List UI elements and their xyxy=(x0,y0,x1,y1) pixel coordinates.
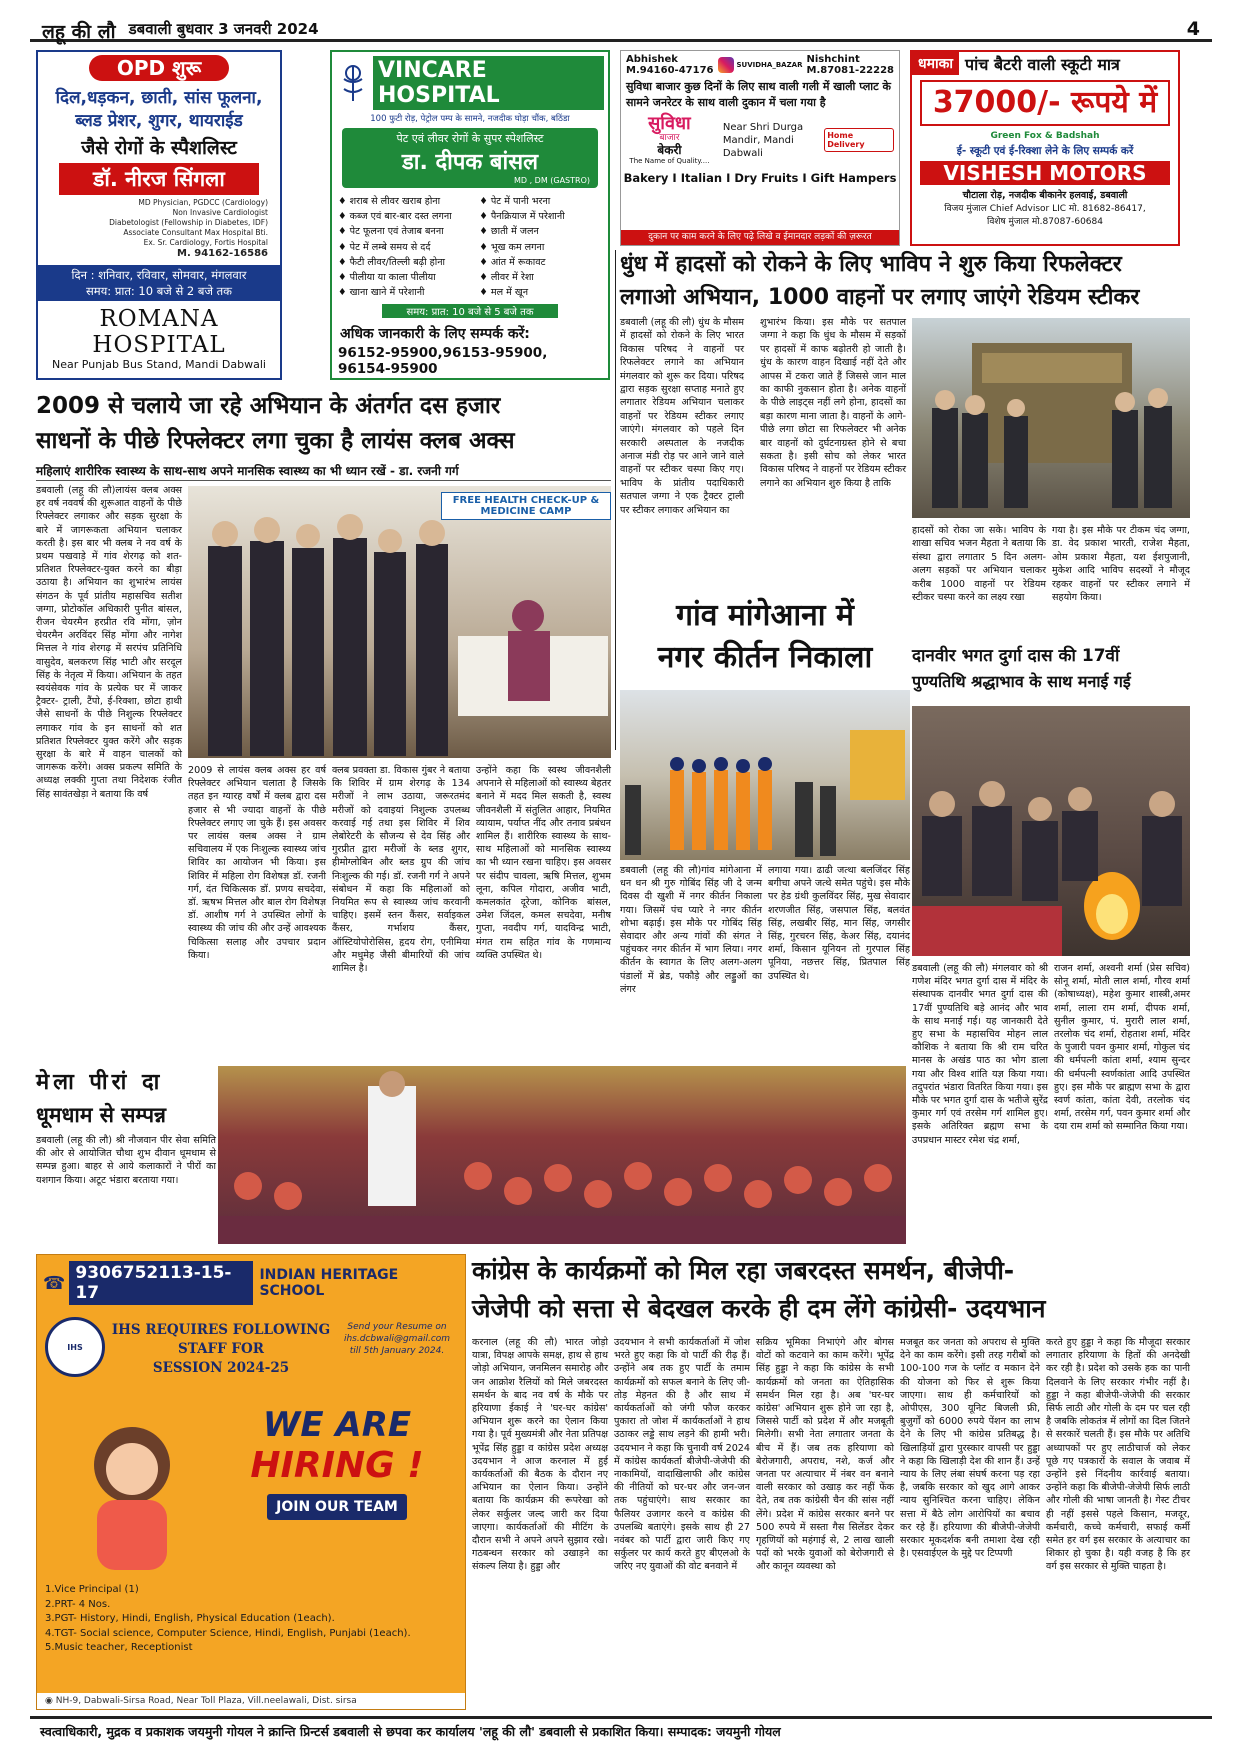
doctor-name: डॉ. नीरज सिंगला xyxy=(59,163,259,195)
product-categories: Bakery I Italian I Dry Fruits I Gift Hampers xyxy=(623,171,897,185)
masthead xyxy=(30,18,1212,42)
headline-kirtan-2: नगर कीर्तन निकाला xyxy=(657,640,873,675)
contact-1-name: Abhishek xyxy=(626,54,678,65)
headline-kirtan-1: गांव मांगेआना में xyxy=(676,598,854,633)
opd-time: समय: प्रात: 10 बजे से 2 बजे तक xyxy=(85,284,233,298)
camp-banner: FREE HEALTH CHECK-UP & MEDICINE CAMP xyxy=(441,492,611,520)
headline-mela-1: मेला पीरां दा xyxy=(36,1070,164,1095)
school-crest: IHS xyxy=(45,1317,105,1377)
photo-people-illustration xyxy=(912,318,1190,518)
symptom: ♦ भूख कम लगना xyxy=(479,241,545,253)
join-team-button: JOIN OUR TEAM xyxy=(267,1494,407,1520)
we-are-text: WE ARE xyxy=(262,1405,412,1445)
headline-lions-1: 2009 से चलाये जा रहे अभियान के अंतर्गत दस हजार xyxy=(36,393,501,419)
contact-1-phone: M.94160-47176 xyxy=(626,65,714,76)
post-item: 2.PRT- 4 Nos. xyxy=(45,1598,111,1610)
opd-badge: OPD शुरू xyxy=(89,55,229,81)
instagram-icon xyxy=(718,57,734,73)
symptom: ♦ पैनक्रियाज में परेशानी xyxy=(479,211,565,223)
vincare-doctor: डा. दीपक बांसल xyxy=(402,150,538,175)
headline-durgadas-1: दानवीर भगत दुर्गा दास की 17वीं xyxy=(912,646,1120,666)
qual-3: Diabetologist (Fellowship in Diabetes, IDF) xyxy=(109,218,268,227)
headline-congress-1: कांग्रेस के कार्यक्रमों को मिल रहा जबरदस्त समर्थन, बीजेपी- xyxy=(472,1256,1015,1285)
symptom: ♦ पेट फूलना एवं तेजाब बनना xyxy=(338,226,444,238)
symptom: ♦ लीवर में रेशा xyxy=(479,272,534,284)
hiring-text: HIRING ! xyxy=(250,1445,424,1486)
school-address: NH-9, Dabwali-Sirsa Road, Near Toll Plaza, Vill.neelawali, Dist. sirsa xyxy=(55,1696,357,1706)
symptom: ♦ पेट में पानी भरना xyxy=(479,196,551,207)
logo-bakery: बेकरी xyxy=(657,143,682,157)
hiring-illustration xyxy=(57,1395,207,1570)
headline-mela-2: धूमधाम से सम्पन्न xyxy=(36,1103,166,1127)
kirtan-col-1: डबवाली (लहू की लौ)गांव मांगेआना में धन धन श्री गुरु गोबिंद सिंह जी दे जन्म दिवस दी खुशी में नगर कीर्तन निकाला गया। जिसमें पंच प्यारे ने नगर कीर्तन शोभा बढ़ाई। इस मौके पर गोबिंद सिंह सेवादार और अन्य गांवों की संगत ने पहुंचकर नगर कीर्तन में भाग लिया। नगर कीर्तन के स्वागत के लिए अलग-अलग पंडालों में ब्रेड, पकौड़े और लड्डुओं का लंगर xyxy=(620,865,762,995)
reflector-col-1: डबवाली (लहू की लौ) धुंध के मौसम में हादसों को रोकने के लिए भारत विकास परिषद ने वाहनों पर रिफलेक्टर लगाने का अभियान मंगलवार को शुरू कर दिया। परिषद द्वारा सड़क सुरक्षा सप्ताह मनाते हुए लगातार रेडियम अभियान चलाकर वाहनों पर रेडियम स्टीकर लगाए जाएंगे। मंगलवार को पहले दिन सरकारी अस्पताल के नजदीक अनाज मंडी रोड़ पर आने जाने वाले वाहनों पर स्टीकर चस्पा किए गए। भाविप के प्रांतीय पदाधिकारी सतपाल जग्गा ने एक ट्रैक्टर ट्राली पर स्टीकर लगाकर अभियान का xyxy=(620,317,744,516)
location-icon: ◉ xyxy=(45,1696,53,1706)
symptom: ♦ शराब से लीवर खराब होना xyxy=(338,196,441,207)
symptom: ♦ फैटी लीवर/तिल्ली बढ़ी होना xyxy=(338,256,446,268)
symptom-list-right xyxy=(479,194,602,300)
imprint-footer xyxy=(30,1716,1212,1742)
ad-line-1: दिल,धड़कन, छाती, सांस फूलना, xyxy=(55,88,263,108)
vincare-address: 100 फुटी रोड़, पेट्रोल पम्प के सामने, नजदीक घोड़ा चौंक, बठिंडा xyxy=(370,114,570,124)
shop-address: चौटाला रोड़, नजदीक बीकानेर हलवाई, डबवाली xyxy=(962,190,1128,201)
home-delivery-badge: Home Delivery xyxy=(824,128,894,152)
symptom: ♦ आंत में रूकावट xyxy=(479,256,546,268)
vincare-name: VINCARE HOSPITAL xyxy=(373,56,604,110)
symptom: ♦ खाना खाने में परेशानी xyxy=(338,287,425,299)
vincare-spec: पेट एवं लीवर रोगों के सुपर स्पेशलिस्ट xyxy=(396,132,544,145)
ad-suvidha-bazar xyxy=(620,50,900,246)
headline-reflector-2: लगाओ अभियान, 1000 वाहनों पर लगाए जाएंगे रेडियम स्टीकर xyxy=(620,285,1140,310)
suvidha-logo xyxy=(626,115,713,165)
durgadas-col-1: डबवाली (लहू की लौ) मंगलवार को श्री गणेश मंदिर भगत दुर्गा दास में मंदिर के संस्थापक दानवीर भगत दुर्गा दास की 17वीं पुण्यतिथि बड़े आनंद और भाव के साथ मनाई गई। यह जानकारी देते हुए सभा के महासचिव मोहन लाल कौशिक ने बताया कि श्री राम चरित मानस के अखंड पाठ का भोग डाला गया और विश्व शांति यज्ञ किया गया। तदुपरांत भंडारा वितरित किया गया। इस मौके पर भगत दुर्गा दास के भतीजे सुरेंद्र कुमार गर्ग एवं तरसेम गर्ग शामिल हुए। इसके अतिरिक्त ब्रह्मण सभा के उपप्रधान मास्टर रमेश चंद्र शर्मा, xyxy=(912,963,1048,1146)
resume-deadline: till 5th January 2024. xyxy=(349,1346,445,1356)
qual-4: Associate Consultant Max Hospital Bti. xyxy=(123,228,268,237)
opd-days: दिन : शनिवार, रविवार, सोमवार, मंगलवार xyxy=(71,268,247,282)
photo-health-camp xyxy=(188,486,611,758)
contact-2-phone: M.87081-22228 xyxy=(806,65,894,76)
symptom: ♦ छाती में जलन xyxy=(479,226,539,238)
school-name: INDIAN HERITAGE SCHOOL xyxy=(259,1267,399,1299)
symptom: ♦ कब्ज एवं बार-बार दस्त लगना xyxy=(338,211,452,223)
photo-mela-crowd xyxy=(218,1066,906,1244)
qual-2: Non Invasive Cardiologist xyxy=(172,208,268,217)
mobile: M. 94162-16586 xyxy=(177,248,268,259)
requirement-line-3: SESSION 2024-25 xyxy=(152,1360,290,1376)
instagram-handle: SUVIDHA_BAZAR xyxy=(736,61,803,69)
ad-vishesh-motors xyxy=(910,50,1180,246)
symptom: ♦ पेट में लम्बे समय से दर्द xyxy=(338,241,431,253)
reflector-col-4: गया है। इस मौके पर टीकम चंद जग्गा, डा. वेद प्रकाश भारती, राजेश मैहता, ओम प्रकाश मैहता, यश ईशपुजानी, मुकेश आदि भाविप सदस्यों ने मौजूद रहकर वाहनों पर स्टीकर लगाने में सहयोग किया। xyxy=(1052,525,1190,604)
store-location: Near Shri Durga Mandir, Mandi Dabwali xyxy=(722,121,804,159)
imprint-text: स्वत्वाधिकारी, मुद्रक व प्रकाशक जयमुनी गोयल ने क्रान्ति प्रिन्टर्स डबवाली से छपवा कर कार्यालय 'लहू की लौ' डबवाली से प्रकाशित किया। सम्पादक: जयमुनी गोयल xyxy=(40,1724,781,1739)
caduceus-icon xyxy=(336,63,370,103)
page-number: 4 xyxy=(1186,18,1200,40)
photo-nagar-kirtan xyxy=(620,690,910,860)
congress-col-1: करनाल (लहू की लौ) भारत जोड़ो यात्रा, विपक्ष आपके समक्ष, हाथ से हाथ जोड़ो अभियान, जनमिलन समारोह और जन आक्रोश रैलियों को मिले जबरदस्त समर्थन के बाद नव वर्ष के मौके पर हरियाणा ईकाई ने 'घर-घर कांग्रेस' अभियान शुरू करने का ऐलान किया गया है। पूर्व मुख्यमंत्री और नेता प्रतिपक्ष भूपेंद्र सिंह हुड्डा व कांग्रेस प्रदेश अध्यक्ष उदयभान ने आज करनाल में हुई कार्यकर्ताओं की बैठक के दौरान नए अभियान का ऐलान किया। उन्होंने बताया कि कार्यक्रम की रूपरेखा को लेकर सर्कुलर जल्द जारी कर दिया जाएगा। कार्यकर्ताओं की मीटिंग के दौरान सभी ने अपने अपने सुझाव रखे। गठबन्धन सरकार को उखाड़ने का संकल्प लिया है। हुड्डा और xyxy=(472,1337,609,1573)
qual-1: MD Physician, PGDCC (Cardiology) xyxy=(138,198,268,207)
photo-havan xyxy=(912,706,1190,956)
photo-procession-illustration xyxy=(620,690,910,860)
mela-body: डबवाली (लहू की लौ) श्री नौजवान पीर सेवा समिति की ओर से आयोजित चौथा शुभ दीवान धूमधाम से सम्पन्न हुआ। बाहर से आये कलाकारों ने पीरों का यशगान किया। अटूट भंडारा बरताया गया। xyxy=(36,1135,216,1186)
contact-2-name: Nishchint xyxy=(806,54,860,65)
symptom: ♦ पीलीया या काला पीलीया xyxy=(338,272,436,284)
post-item: 4.TGT- Social science, Computer Science, Hindi, English, Punjabi (1each). xyxy=(45,1627,411,1639)
hiring-notice: दुकान पर काम करने के लिए पढ़े लिखे व ईमानदार लड़कों की ज़रूरत xyxy=(621,230,899,245)
kirtan-col-2: लगाया गया। ढाढी जत्था बलजिंदर सिंह बगीचा अपने जत्थे समेत पहुंचे। इस मौके पर हेड ग्रंथी कुलविंदर सिंह, मुख सेवादार शरणजीत सिंह, जसपाल सिंह, बलवंत सिंह, लखबीर सिंह, मान सिंह, जगसीर सिंह, गुरचरन सिंह, केअर सिंह, दयानंद शर्मा, किसान यूनियन तो गुरपाल सिंह पूनिया, नछत्तर सिंह, प्रितपाल सिंह उपस्थित थे। xyxy=(768,865,910,982)
lions-col-2: 2009 से लायंस क्लब अक्स हर वर्ष रिफ्लेक्टर अभियान चलाता है जिसके तहत इन ग्यारह वर्षों में क्लब द्वारा दस हजार से भी ज्यादा वाहनों के पीछे रिफ्लेक्टर लगाए जा चुके हैं। इस अवसर पर लायंस क्लब अक्स ने ग्राम सचिवालय में एक निःशुल्क स्वास्थ्य जांच शिविर का आयोजन भी किया। इस शिविर में महिला रोग विशेषज्ञ डॉ. रजनी गर्ग, दंत चिकित्सक डॉ. प्रणय सचदेवा, डॉ. ऋषभ मित्तल और बाल रोग विशेषज्ञ डॉ. आशीष गर्ग ने उपस्थित लोगों के स्वास्थ्य की जांच की और उन्हें आवश्यक चिकित्सा सलाह और उपचार प्रदान किया। xyxy=(188,765,326,961)
woman-illustration xyxy=(57,1395,207,1570)
hospital-name: ROMANA HOSPITAL xyxy=(92,306,226,358)
photo-reflector-campaign xyxy=(912,318,1190,518)
lions-col-4: उन्होंने कहा कि स्वस्थ जीवनशैली अपनाने से महिलाओं को स्वास्थ्य बेहतर बनाने में मदद मिल सकती है, स्वस्थ जीवनशैली में संतुलित आहार, नियमित व्यायाम, पर्याप्त नींद और तनाव प्रबंधन शामिल हैं। शारीरिक स्वास्थ्य के साथ-साथ महिलाओं को मानसिक स्वास्थ्य का भी ध्यान रखना चाहिए। इस अवसर पर संदीप चावला, ऋषि मित्तल, शुभम लूना, कपिल गोदारा, अजीव भाटी, कमलकांत दूरेजा, कोनिक बांसल, उमेश जिंदल, कमल सचदेवा, मनीष गुप्ता, नवदीप गर्ग, यादविन्द्र भाटी, मंगत राम सहित गांव के गणमान्य व्यक्ति उपस्थित थे। xyxy=(476,765,611,961)
dhamaka-tag: धमाका xyxy=(912,52,959,75)
school-phone: 9306752113-15-17 xyxy=(69,1261,253,1305)
symptom: ♦ मल में खून xyxy=(479,287,529,299)
resume-label: Send your Resume on xyxy=(347,1322,447,1332)
shop-name: VISHESH MOTORS xyxy=(920,161,1170,185)
vincare-contact-label: अधिक जानकारी के लिए सम्पर्क करें: xyxy=(340,326,530,343)
model-names: Green Fox & Badshah xyxy=(990,131,1100,141)
qual-5: Ex. Sr. Cardiology, Fortis Hospital xyxy=(143,238,268,247)
lions-col-1: डबवाली (लहू की लौ)लायंस क्लब अक्स हर वर्ष नववर्ष की शुरूआत वाहनों के पीछे रिफ्लेक्टर लगाकर और सड़क सुरक्षा के बारे में जागरूकता अभियान चलाकर करती है। इस बार भी क्लब ने नव वर्ष के प्रथम पखवाड़े में गांव शेरगढ़ को शत-प्रतिशत रिफ्लेक्टर-युक्त करने का बीड़ा उठाया है। अभियान का शुभारंभ लायंस संगठन के पूर्व प्रांतीय महासचिव सतीश जग्गा, प्रोटोकॉल अधिकारी पुनीत बांसल, रीजन चेयरमैन हरप्रीत रवि मोंगा, ज़ोन चेयरमैन अरविंदर सिंह मोंगा और नागेश मित्तल ने गांव शेरगढ़ में सरपंच प्रतिनिधि वासुदेव, बलकरण सिंह भाटी और सरदूल सिंह के नेतृत्व में किया। अभियान के तहत स्वयंसेवक गांव के प्रत्येक घर में जाकर ट्रैक्टर- ट्राली, टैंपो, ई-रिक्शा, छोटा हाथी जैसे साधनों के पीछे निशुल्क रिफ्लेक्टर लगाकर गांव के इन साधनों को शत प्रतिशत रिफ्लेक्टर युक्त करेंगे और सड़क सुरक्षा के बारे में वाहन चालकों को जागरूक करेंगे। अक्स प्रकल्प समिति के अध्यक्ष लक्की गुप्ता तथा निदेशक रंजीत सिंह सावंतखेड़ा ने बताया कि वर्ष xyxy=(36,485,182,800)
congress-col-2: उदयभान ने सभी कार्यकर्ताओं में जोश भरते हुए कहा कि वो पार्टी की रीढ़ हैं। उन्होंने अब तक हुए पार्टी के तमाम कार्यक्रमों को सफल बनाने के लिए जी-तोड़ मेहनत की है और साथ में कार्यकर्ताओं को जंगी फौज करकर पुकारा तो जोश में कार्यकर्ताओं ने हाथ उठाकर लड्डे साथ लड़ने की हामी भरी। उदयभान ने कहा कि चुनावी वर्ष 2024 में कांग्रेस कार्यकर्ता बीजेपी-जेजेपी की नाकामियों, वादाखिलाफी और कांग्रेस की नीतियों को घर-घर और जन-जन तक पहुंचाएंगे। साथ सरकार का फैलियर उजागर करने व कांग्रेस की उपलब्धि बताएंगे। इसके साथ ही 27 नवंबर को पार्टी द्वारा जारी किए गए सर्कुलर पर कार्य करते हुए बीएलओ के जरिए नए युवाओं की वोट बनवाने में xyxy=(614,1337,750,1573)
photo-crowd-illustration xyxy=(218,1066,906,1244)
logo-text: सुविधा xyxy=(648,113,691,134)
requirement-line-1: IHS REQUIRES FOLLOWING xyxy=(111,1322,331,1338)
post-item: 1.Vice Principal (1) xyxy=(45,1584,139,1595)
post-item: 3.PGT- History, Hindi, English, Physical Education (1each). xyxy=(45,1613,335,1624)
ad-romana-hospital xyxy=(36,50,282,380)
contact-2: विशेष मुंजाल मो.87087-60684 xyxy=(987,217,1103,227)
ad-line-2: ब्लड प्रेशर, शुगर, थायराईड xyxy=(75,111,243,131)
contact-line: ई- स्कूटी एवं ई-रिक्शा लेने के लिए सम्पर्क करें xyxy=(956,145,1134,157)
photo-group-illustration xyxy=(188,486,611,758)
post-item: 5.Music teacher, Receptionist xyxy=(45,1642,193,1653)
headline-congress-2: जेजेपी को सत्ता से बेदखल करके ही दम लेंगे कांग्रेसी- उदयभान xyxy=(472,1294,1046,1323)
headline-durgadas-2: पुण्यतिथि श्रद्धाभाव के साथ मनाई गई xyxy=(912,672,1131,691)
ad-vincare-hospital xyxy=(330,50,610,380)
ad-indian-heritage-school xyxy=(36,1254,466,1710)
subhead-lions: महिलाएं शारीरिक स्वास्थ्य के साथ-साथ अपने मानसिक स्वास्थ्य का भी ध्यान रखें - डा. रजनी गर्ग xyxy=(36,462,611,481)
masthead-line: डबवाली बुधवार 3 जनवरी 2024 xyxy=(128,20,319,38)
offer-title: पांच बैटरी वाली स्कूटी मात्र xyxy=(965,54,1120,74)
congress-col-3: सक्रिय भूमिका निभाएंगे और बोगस वोटों को कटवाने का काम करेंगे। भूपेंद्र सिंह हुड्डा ने कहा कि कांग्रेस के सभी कार्यक्रमों को जनता का ऐतिहासिक समर्थन मिल रहा है। अब 'घर-घर कांग्रेस' अभियान शुरू होने जा रहा है, जिससे पार्टी को प्रदेश में और मजबूती मिलेगी। सभी नेता लगातार जनता के बीच में हैं। जब तक हरियाणा को बेरोजगारी, अपराध, नशे, कर्ज और जनता पर अत्याचार में नंबर वन बनाने वाली सरकार को उखाड़ कर नहीं फेंक देते, तब तक कांग्रेसी चैन की सांस नहीं लेंगे। प्रदेश में कांग्रेस सरकार बनने पर 500 रुपये में सस्ता गैस सिलेंडर देकर गृहणियों को महंगाई से, 2 लाख खाली पदों को भरके युवाओं को बेरोजगारी से और कानून व्यवस्था को xyxy=(756,1337,894,1573)
ad-line-3: जैसे रोगों के स्पैशलिस्ट xyxy=(81,137,237,159)
tagline: The Name of Quality.... xyxy=(629,157,710,165)
masthead-brand: लहू की लौ xyxy=(42,21,116,43)
shift-notice: सुविधा बाजार कुछ दिनों के लिए साथ वाली गली में खाली प्लाट के सामने जनरेटर के साथ वाली दुकान में चला गया है xyxy=(626,80,891,109)
contact-1: विजय मुंजाल Chief Advisor LIC मो. 81682-86417, xyxy=(944,204,1146,214)
vincare-degree: MD , DM (GASTRO) xyxy=(513,176,590,185)
resume-email: ihs.dcbwali@gmail.com xyxy=(343,1334,451,1344)
logo-sub: बाजार xyxy=(659,133,680,143)
vincare-phones: 96152-95900,96153-95900, 96154-95900 xyxy=(338,345,548,378)
lions-col-3: क्लब प्रवक्ता डा. विकास गुंबर ने बताया कि शिविर में ग्राम शेरगढ़ के 134 मरीजों ने लाभ उठाया, जरूरतमंद मरीजों को दवाइयां निशुल्क उपलब्ध करवाई गई तथा इस शिविर में शिव लेबोरेटरी के सौजन्य से देव सिंह और गुरप्रीत द्वारा मरीजों के ब्लड शुगर, हीमोग्लोबिन और ब्लड ग्रुप की जांच निःशुल्क की गई। डॉ. रजनी गर्ग ने अपने संबोधन में कहा कि महिलाओं को नियमित रूप से स्वास्थ्य जांच करवानी चाहिए। इसमें स्तन कैंसर, सर्वाइकल कैंसर, गर्भाशय कैंसर, ऑस्टियोपोरोसिस, हृदय रोग, एनीमिया और मधुमेह जैसी बीमारियों की जांच शामिल है। xyxy=(332,765,470,975)
symptom-list-left xyxy=(338,194,479,300)
headline-reflector-1: धुंध में हादसों को रोकने के लिए भाविप ने शुरु किया रिफलेक्टर xyxy=(620,252,1122,277)
reflector-col-3: हादसों को रोका जा सके। भाविप के शाखा सचिव भजन मैहता ने बताया कि संस्था द्वारा लगातार 5 दिन अलग-अलग सड़कों पर अभियान चलाकर करीब 1000 वाहनों पर रेडियम स्टीकर चस्पा करने का लक्ष्य रखा xyxy=(912,525,1046,604)
congress-col-4: मजबूत कर जनता को अपराध से मुक्ति देने का काम करेंगे। इसी तरह गरीबों को 100-100 गज के प्लॉट व मकान देने की योजना को फिर से शुरू किया जाएगा। साथ ही कर्मचारियों को ओपीएस, 300 यूनिट बिजली फ्री, बुजुर्गों को 6000 रुपये पेंशन का लाभ देने के लिए भी कांग्रेस प्रतिबद्ध है। खिलाड़ियों द्वारा पुरस्कार वापसी पर हुड्डा ने कहा कि खिलाड़ी देश की शान हैं। उन्हें न्याय के लिए लंबा संघर्ष करना पड़ रहा है, जबकि सरकार को खुद आगे आकर न्याय सुनिश्चित करना चाहिए। लेकिन सत्ता में बैठे लोग आरोपियों का बचाव कर रहे हैं। हरियाणा की बीजेपी-जेजेपी सरकार मूकदर्शक बनी तमाशा देख रही है। एसवाईएल के मुद्दे पर टिप्पणी xyxy=(900,1337,1040,1560)
vincare-time: समय: प्रात: 10 बजे से 5 बजे तक xyxy=(382,304,558,318)
reflector-col-2: शुभारंभ किया। इस मौके पर सतपाल जग्गा ने कहा कि धुंध के मौसम में सड़कों पर हादसों में काफ बढ़ोतरी हो जाती है। धुंध के कारण वाहन दिखाई नहीं देते और आपस में टकरा जाते हैं जिससे जान माल का काफी नुकसान होता है। अनेक वाहनों के पीछे लाइट्स नहीं लगे होना, हादसों का बड़ा कारण माना जाता है। वाहनों के आगे-पीछे लगा छोटा सा रिफलेक्टर भी अनेक बार वाहनों को दुर्घटनाग्रस्त होने से बचा सकता है। इसी सोच को लेकर भारत विकास परिषद ने वाहनों पर रेडियम स्टीकर लगाने का अभियान शुरु किया है ताकि xyxy=(760,317,906,489)
offer-price: 37000/- रूपये में xyxy=(920,80,1170,126)
headline-lions-2: साधनों के पीछे रिफ्लेक्टर लगा चुका है लायंस क्लब अक्स xyxy=(36,428,515,454)
hospital-address: Near Punjab Bus Stand, Mandi Dabwali xyxy=(52,358,266,371)
congress-col-5: करते हुए हुड्डा ने कहा कि मौजूदा सरकार लगातार हरियाणा के हितों की अनदेखी कर रही है। प्रदेश को उसके हक का पानी दिलवाने के लिए सरकार गंभीर नहीं है। हुड्डा ने कहा बीजेपी-जेजेपी की सरकार सिर्फ लाठी और गोली के दम पर चल रही है जबकि लोकतंत्र में लोगों का दिल जितने से सरकारें चलती हैं। इस मौके पर अतिथि अध्यापकों पर हुए लाठीचार्ज को लेकर पूछे गए पत्रकारों के सवाल के जवाब में उन्होंने इसे निंदनीय कार्रवाई बताया। उन्होंने कहा कि बीजेपी-जेजेपी सिर्फ लाठी और गोली की भाषा जानती है। गेस्ट टीचर ही नहीं इससे पहले किसान, मजदूर, कर्मचारी, कच्चे कर्मचारी, सफाई कर्मी समेत हर वर्ग इस सरकार के अत्याचार का शिकार हो चुका है। यही वजह है कि हर वर्ग इस सरकार से मुक्ति चाहता है। xyxy=(1046,1337,1190,1573)
phone-icon: ☎ xyxy=(43,1272,66,1294)
photo-havan-illustration xyxy=(912,706,1190,956)
requirement-line-2: STAFF FOR xyxy=(178,1341,264,1357)
durgadas-col-2: राजन शर्मा, अश्वनी शर्मा (प्रेस सचिव) सोनू शर्मा, मोती लाल शर्मा, गौरव शर्मा (कोषाध्यक्ष), महेश कुमार शास्त्री,अमर शर्मा, लाला राम शर्मा, दीपक शर्मा, सुनील कुमार, पं. मुरारी लाल शर्मा, तरलोक चंद शर्मा, रोहताश शर्मा, मंदिर के पुजारी पवन कुमार शर्मा, गोकुल चंद की धर्मपत्नी कांता शर्मा, श्याम सुन्दर की धर्मपत्नी स्वर्णकांता आदि उपस्थित हुए। इस मौके पर ब्राह्मण सभा के द्वारा स्वर्ण कांता, कांता देवी, तरलोक चंद शर्मा, तरसेम गर्ग, पवन कुमार शर्मा और दया राम शर्मा को सम्मानित किया गया। xyxy=(1054,963,1190,1133)
